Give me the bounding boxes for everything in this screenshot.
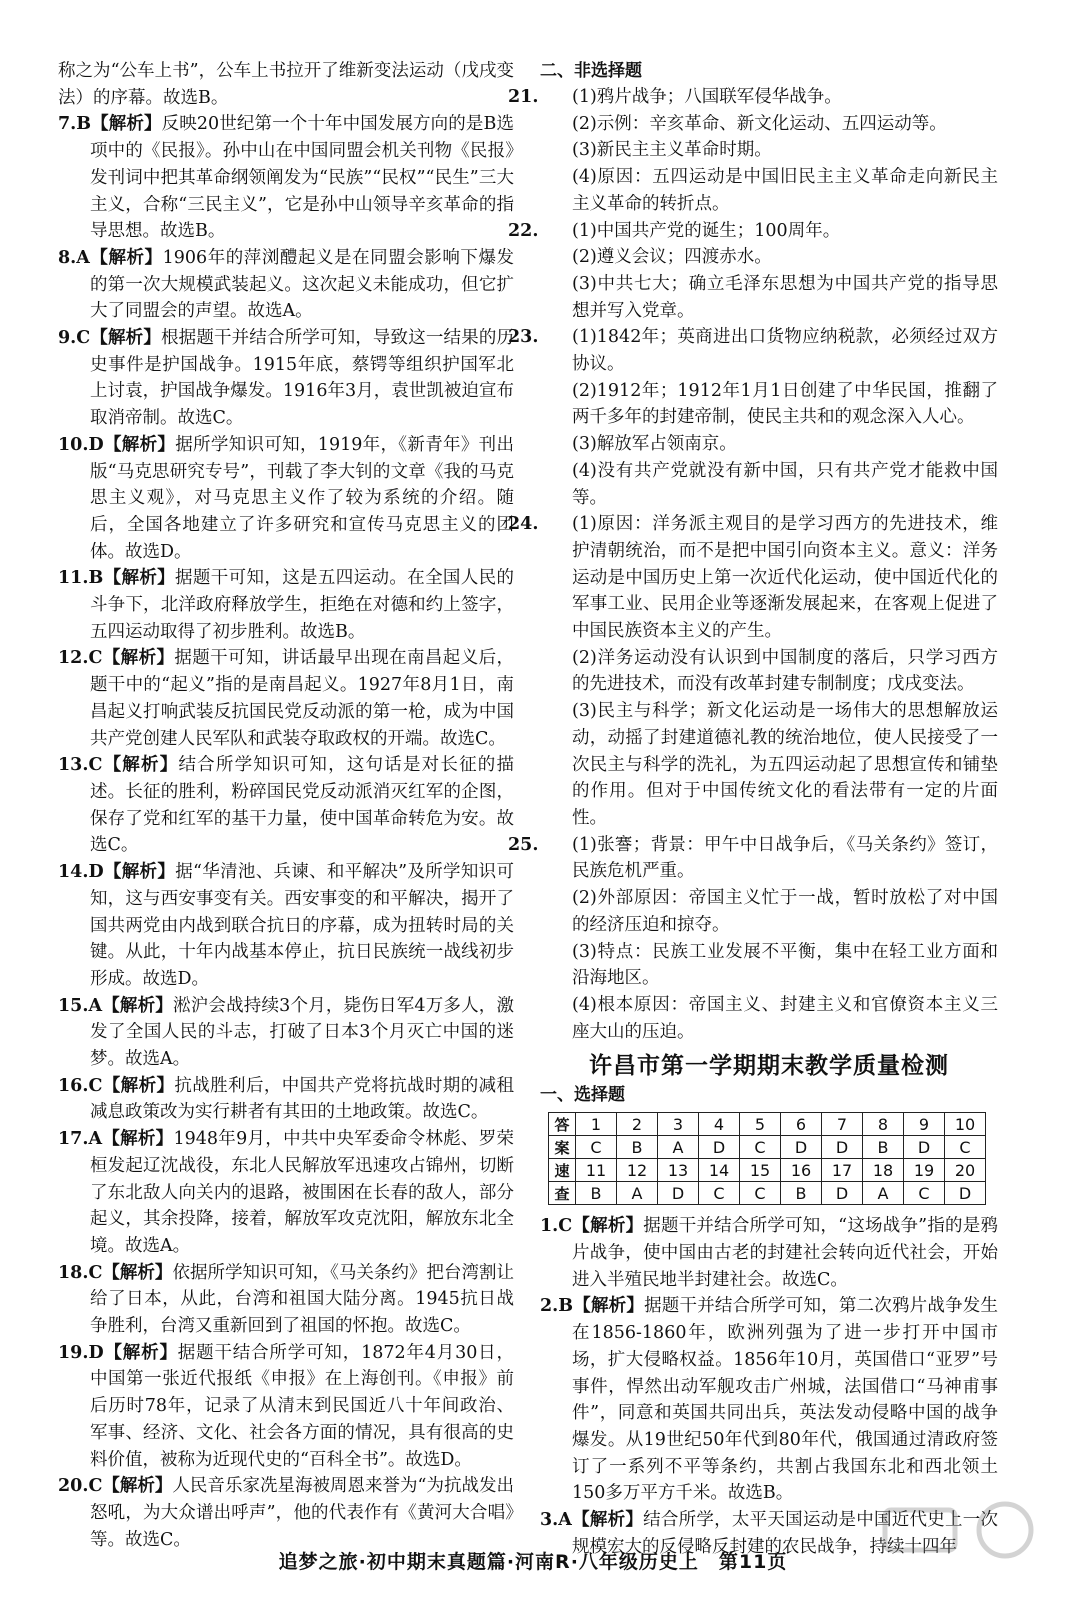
table-cell: 16 <box>781 1159 822 1182</box>
table-cell: D <box>699 1136 740 1159</box>
analysis-tag: 【解析】 <box>572 1216 644 1237</box>
answer-text: 据题干结合所学可知，1872年4月30日，中国第一张近代报纸《申报》在上海创刊。《申报》前后历时78年，记录了从清末到民国近八十年间政治、军事、经济、文化、社会各方面的情况，具有很高的史料价值，被称为近现代史的“百科全书”。故选D。 <box>90 1342 515 1470</box>
analysis-tag: 【解析】 <box>102 995 174 1016</box>
answer-number: 13.C <box>58 755 103 776</box>
table-cell: C <box>740 1136 781 1159</box>
page-footer: 追梦之旅·初中期末真题篇·河南R·八年级历史上 第11页 <box>278 1551 788 1573</box>
exam-title: 许昌市第一学期期末教学质量检测 <box>589 1053 949 1080</box>
answer-item <box>58 1073 514 1126</box>
question-number: 25. <box>508 834 539 855</box>
nonchoice-line <box>508 324 998 377</box>
analysis-tag: 【解析】 <box>103 434 176 455</box>
answer-text: (1)中国共产党的诞生；100周年。 <box>572 220 841 241</box>
analysis-tag: 【解析】 <box>103 862 176 883</box>
table-cell: 14 <box>699 1159 740 1182</box>
table-cell: 13 <box>658 1159 699 1182</box>
answer-text: 据题干并结合所学可知，第二次鸦片战争发生在1856-1860年，欧洲列强为了进一步打开中国市场，扩大侵略权益。1856年10月，英国借口“亚罗”号事件，悍然出动军舰攻击广州城，法国借口“马神甫事件”，同意和英国共同出兵，英法发动侵略中国的战争爆发。从19世纪50年代到80年代，俄国通过清政府签订了一系列不平等条约，共割占我国东北和西北领土150多万平方千米。故选B。 <box>572 1296 999 1504</box>
answer-number: 20.C <box>58 1476 103 1497</box>
answer-table <box>548 1112 986 1205</box>
answer-item <box>58 111 514 245</box>
answer-text: (2)遵义会议；四渡赤水。 <box>572 247 772 268</box>
answer-text: 结合所学知识可知，这句话是对长征的描述。长征的胜利，粉碎国民党反动派消灭红军的企图，保存了党和红军的基干力量，使中国革命转危为安。故选C。 <box>90 755 515 856</box>
answer-item <box>58 245 514 325</box>
table-cell: D <box>945 1182 986 1205</box>
table-cell: 18 <box>863 1159 904 1182</box>
answer-number: 12.C <box>58 648 103 669</box>
analysis-tag: 【解析】 <box>102 1262 173 1283</box>
table-cell: C <box>576 1136 617 1159</box>
table-label: 答 <box>549 1113 576 1136</box>
answer-text: (4)没有共产党就没有新中国，只有共产党才能救中国等。 <box>572 460 998 508</box>
table-label: 查 <box>549 1182 576 1205</box>
answer-item <box>58 1473 514 1553</box>
nonchoice-line <box>540 992 998 1045</box>
answer-number: 14.D <box>58 862 104 883</box>
nonchoice-line <box>540 271 998 324</box>
nonchoice-line <box>540 244 998 271</box>
answer-item <box>58 645 514 752</box>
answer-text: 据所学知识可知，1919年，《新青年》刊出版“马克思研究专号”，刊载了李大钊的文章《我的马克思主义观》，对马克思主义作了较为系统的介绍。随后，全国各地建立了许多研究和宣传马克思主义的团体。故选D。 <box>90 434 514 562</box>
answer-number: 19.D <box>58 1342 104 1363</box>
table-cell: B <box>863 1136 904 1159</box>
nonchoice-line <box>540 431 998 458</box>
answer-item <box>58 432 514 566</box>
answer-text: 人民音乐家冼星海被周恩来誉为“为抗战发出怒吼，为大众谱出呼声”，他的代表作有《黄河大合唱》等。故选C。 <box>90 1476 515 1550</box>
answer-text: 根据题干并结合所学可知，导致这一结果的历史事件是护国战争。1915年底，蔡锷等组织护国军北上讨袁，护国战争爆发。1916年3月，袁世凯被迫宣布取消帝制。故选C。 <box>90 328 515 429</box>
table-cell: 11 <box>576 1159 617 1182</box>
watermark-logo <box>845 1490 1045 1590</box>
analysis-tag: 【解析】 <box>102 648 175 669</box>
nonchoice-line <box>540 698 998 832</box>
analysis-tag: 【解析】 <box>89 247 163 268</box>
nonchoice-line <box>540 378 998 431</box>
answer-text: (3)新民主主义革命时期。 <box>572 140 772 161</box>
answer-text: (3)中共七大；确立毛泽东思想为中国共产党的指导思想并写入党章。 <box>572 273 998 321</box>
answer-item <box>58 1340 514 1474</box>
answer-text: 结合所学，太平天国运动是中国近代史上一次规模宏大的反侵略反封建的农民战争，持续十四年 <box>572 1510 999 1557</box>
table-cell: D <box>658 1182 699 1205</box>
answer-text: (1)1842年；英商进出口货物应纳税款，必须经过双方协议。 <box>572 327 998 375</box>
answer-text: 1906年的萍浏醴起义是在同盟会影响下爆发的第一次大规模武装起义。这次起义未能成功，但它扩大了同盟会的声望。故选A。 <box>90 247 514 322</box>
table-cell: B <box>576 1182 617 1205</box>
answer-text: (1)原因：洋务派主观目的是学习西方的先进技术，维护清朝统治，而不是把中国引向资本主义。意义：洋务运动是中国历史上第一次近代化运动，使中国近代化的军事工业、民用企业等逐渐发展起来，在客观上促进了中国民族资本主义的产生。 <box>572 514 998 642</box>
answer-text: 依据所学知识可知，《马关条约》把台湾割让给了日本，从此，台湾和祖国大陆分离。1945抗日战争胜利，台湾又重新回到了祖国的怀抱。故选C。 <box>90 1262 514 1337</box>
nonchoice-line <box>540 458 998 511</box>
answer-item <box>58 565 514 645</box>
answer-text: 反映20世纪第一个十年中国发展方向的是B选项中的《民报》。孙中山在中国同盟会机关刊物《民报》发刊词中把其革命纲领阐发为“民族”“民权”“民生”三大主义，合称“三民主义”，它是孙中山领导辛亥革命的指导思想。故选B。 <box>90 114 514 242</box>
table-cell: D <box>822 1182 863 1205</box>
answer-text: (1)鸦片战争；八国联军侵华战争。 <box>572 87 842 107</box>
table-cell: 5 <box>740 1113 781 1136</box>
answer-item <box>58 859 514 993</box>
nonchoice-line <box>508 511 998 645</box>
table-cell: B <box>617 1136 658 1159</box>
analysis-tag: 【解析】 <box>102 1476 173 1497</box>
section-heading-nonchoice: 二、非选择题 <box>540 61 642 81</box>
answer-text: (2)1912年；1912年1月1日创建了中华民国，推翻了两千多年的封建帝制，使民主共和的观念深入人心。 <box>572 380 998 428</box>
nonchoice-line <box>540 137 998 164</box>
answer-item <box>58 325 514 432</box>
answer-number: 11.B <box>58 568 104 589</box>
table-cell: B <box>781 1182 822 1205</box>
analysis-tag: 【解析】 <box>103 568 176 589</box>
analysis-tag: 【解析】 <box>91 114 162 135</box>
table-cell: 10 <box>945 1113 986 1136</box>
question-number: 21. <box>508 87 539 107</box>
table-cell: C <box>904 1182 945 1205</box>
answer-item <box>540 1213 998 1293</box>
answer-text: 据题干并结合所学可知，“这场战争”指的是鸦片战争，使中国由古老的封建社会转向近代社会，开始进入半殖民地半封建社会。故选C。 <box>572 1216 998 1290</box>
answer-item <box>58 752 514 859</box>
analysis-tag: 【解析】 <box>102 1075 175 1096</box>
answer-text: (3)特点：民族工业发展不平衡，集中在轻工业方面和沿海地区。 <box>572 941 998 989</box>
answer-text: 据题干可知，这是五四运动。在全国人民的斗争下，北洋政府释放学生，拒绝在对德和约上签字，五四运动取得了初步胜利。故选B。 <box>90 568 515 642</box>
table-cell: D <box>822 1136 863 1159</box>
table-cell: 20 <box>945 1159 986 1182</box>
answer-item <box>540 1293 998 1507</box>
answer-item <box>58 993 514 1073</box>
answer-number: 7.B <box>58 114 92 135</box>
table-cell: 7 <box>822 1113 863 1136</box>
nonchoice-line <box>540 164 998 217</box>
answer-number: 8.A <box>58 247 90 268</box>
answer-number: 2.B <box>540 1296 574 1317</box>
answer-number: 15.A <box>58 995 103 1016</box>
table-cell: D <box>904 1136 945 1159</box>
answer-number: 3.A <box>540 1510 572 1531</box>
table-cell: A <box>617 1182 658 1205</box>
answer-text: (3)民主与科学；新文化运动是一场伟大的思想解放运动，动摇了封建道德礼教的统治地位，使人民接受了一次民主与科学的洗礼，为五四运动起了思想宣传和铺垫的作用。但对于中国传统文化的看法带有一定的片面性。 <box>572 701 998 828</box>
nonchoice-line <box>508 84 998 111</box>
left-column <box>58 58 514 1553</box>
table-label: 速 <box>549 1159 576 1182</box>
answer-text: 抗战胜利后，中国共产党将抗战时期的减租减息政策改为实行耕者有其田的土地政策。故选C。 <box>90 1075 514 1123</box>
question-number: 23. <box>508 327 539 348</box>
table-cell: 12 <box>617 1159 658 1182</box>
nonchoice-line <box>508 832 998 885</box>
nonchoice-line <box>508 218 998 245</box>
table-cell: 3 <box>658 1113 699 1136</box>
table-label: 案 <box>549 1136 576 1159</box>
answer-number: 18.C <box>58 1262 103 1283</box>
table-cell: C <box>699 1182 740 1205</box>
answer-number: 10.D <box>58 434 104 455</box>
section-heading-choice: 一、选择题 <box>540 1085 625 1106</box>
answer-number: 17.A <box>58 1129 103 1150</box>
nonchoice-line <box>540 111 998 138</box>
nonchoice-line <box>540 939 998 992</box>
table-cell: 8 <box>863 1113 904 1136</box>
nonchoice-line <box>540 885 998 938</box>
table-cell: D <box>781 1136 822 1159</box>
answer-number: 9.C <box>58 328 91 349</box>
analysis-tag: 【解析】 <box>102 755 179 776</box>
answer-text: (2)外部原因：帝国主义忙于一战，暂时放松了对中国的经济压迫和掠夺。 <box>572 888 998 935</box>
analysis-tag: 【解析】 <box>103 1342 178 1363</box>
table-cell: 17 <box>822 1159 863 1182</box>
answer-text: 据“华清池、兵谏、和平解决”及所学知识可知，这与西安事变有关。西安事变的和平解决，揭开了国共两党由内战到联合抗日的序幕，成为扭转时局的关键。从此，十年内战基本停止，抗日民族统一战线初步形成。故选D。 <box>90 862 514 989</box>
answer-item <box>58 1260 514 1340</box>
analysis-tag: 【解析】 <box>90 328 161 349</box>
table-cell: C <box>740 1182 781 1205</box>
answer-text: (3)解放军占领南京。 <box>572 434 737 455</box>
table-cell: 4 <box>699 1113 740 1136</box>
nonchoice-answers <box>508 84 998 1045</box>
question-number: 22. <box>508 220 539 241</box>
table-cell: C <box>945 1136 986 1159</box>
table-cell: A <box>863 1182 904 1205</box>
answer-text: 据题干可知，讲话最早出现在南昌起义后，题干中的“起义”指的是南昌起义。1927年8月1日，南昌起义打响武装反抗国民党反动派的第一枪，成为中国共产党创建人民军队和武装夺取政权的开端。故选C。 <box>90 648 514 749</box>
question-number: 24. <box>508 514 539 535</box>
table-cell: 1 <box>576 1113 617 1136</box>
table-cell: 15 <box>740 1159 781 1182</box>
answer-item <box>58 58 514 111</box>
answer-item <box>58 1126 514 1260</box>
analysis-tag: 【解析】 <box>571 1510 644 1531</box>
answer-text: (2)洋务运动没有认识到中国制度的落后，只学习西方的先进技术，而没有改革封建专制制度；戊戌变法。 <box>572 647 998 695</box>
answer-text: (4)根本原因：帝国主义、封建主义和官僚资本主义三座大山的压迫。 <box>572 994 998 1042</box>
analysis-tag: 【解析】 <box>573 1296 645 1317</box>
answer-text: (4)原因：五四运动是中国旧民主主义革命走向新民主主义革命的转折点。 <box>572 167 998 214</box>
right-column <box>508 58 999 1560</box>
table-cell: 19 <box>904 1159 945 1182</box>
answer-text: 淞沪会战持续3个月，毙伤日军4万多人，激发了全国人民的斗志，打破了日本3个月灭亡中国的迷梦。故选A。 <box>90 995 514 1070</box>
answer-number: 16.C <box>58 1075 103 1096</box>
table-cell: 2 <box>617 1113 658 1136</box>
nonchoice-line <box>540 645 998 698</box>
table-cell: 6 <box>781 1113 822 1136</box>
table-cell: 9 <box>904 1113 945 1136</box>
table-cell: A <box>658 1136 699 1159</box>
analysis-tag: 【解析】 <box>102 1129 174 1150</box>
answer-text: (2)示例：辛亥革命、新文化运动、五四运动等。 <box>572 113 947 134</box>
answer-text: (1)张謇；背景：甲午中日战争后，《马关条约》签订，民族危机严重。 <box>572 834 998 882</box>
answer-text: 1948年9月，中共中央军委命令林彪、罗荣桓发起辽沈战役，东北人民解放军迅速攻占锦州，切断了东北敌人向关内的退路，被围困在长春的敌人，部分起义，其余投降，接着，解放军攻克沈阳，解放东北全境。故选A。 <box>90 1129 515 1256</box>
answer-text: 称之为“公车上书”，公车上书拉开了维新变法运动（戊戌变法）的序幕。故选B。 <box>58 61 514 108</box>
answer-number: 1.C <box>540 1216 573 1237</box>
